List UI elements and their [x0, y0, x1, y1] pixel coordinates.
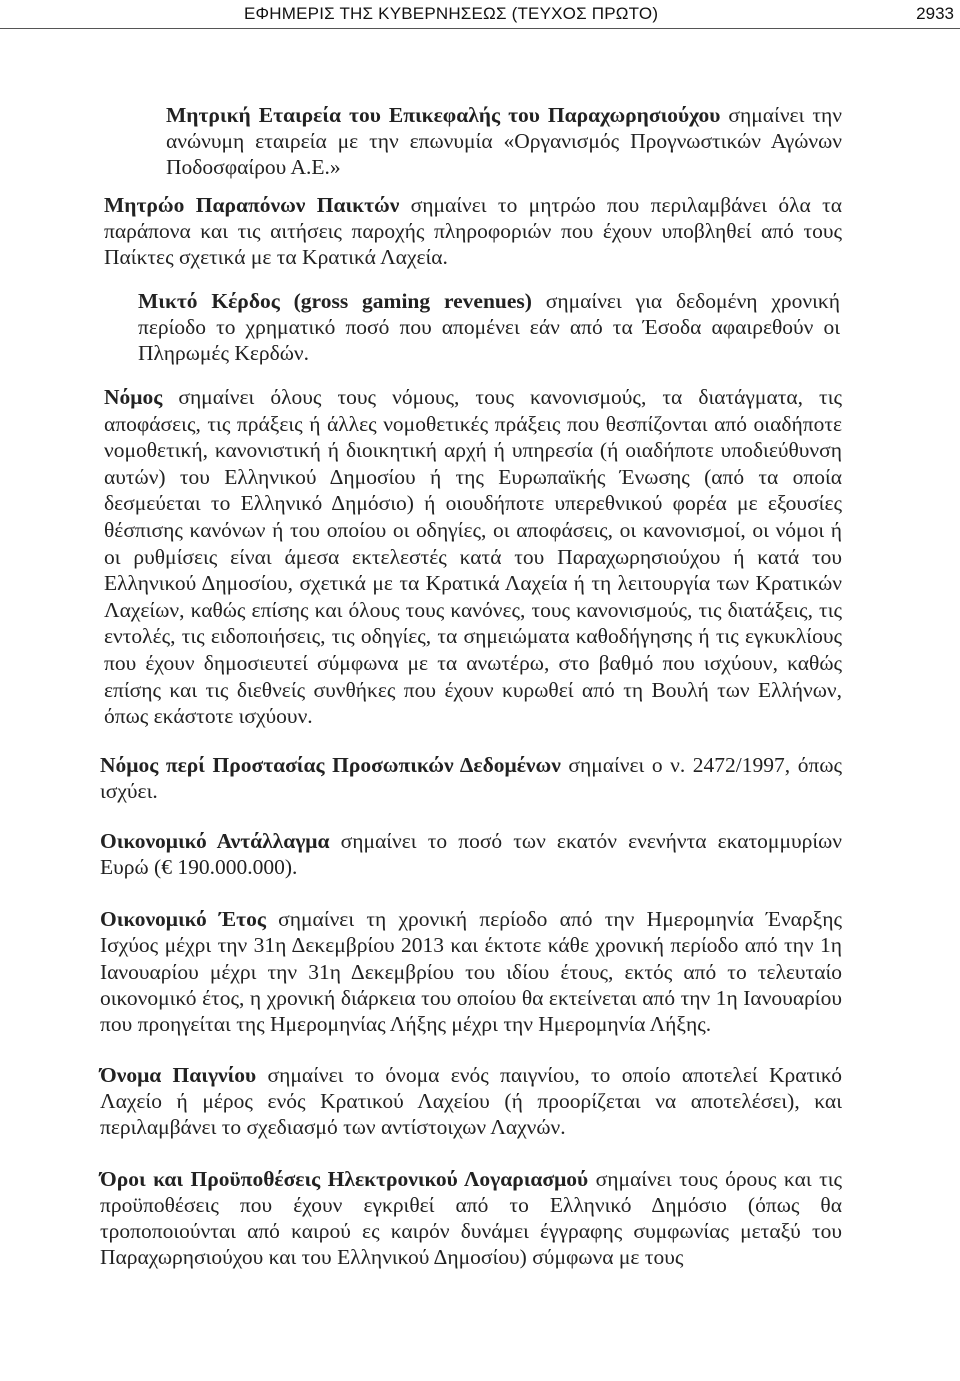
definition-text: σημαίνει το μητρώο που περιλαμβάνει όλα τα παράπονα και τις αιτήσεις παροχής πληροφοριών που έχουν υποβληθεί από τους Παίκτες σχετικά με τα Κρατικά Λαχεία. — [104, 193, 842, 269]
definition-term: Μητρική Εταιρεία του Επικεφαλής του Παραχωρησιούχου — [166, 103, 721, 127]
gazette-title: ΕΦΗΜΕΡΙΣ ΤΗΣ ΚΥΒΕΡΝΗΣΕΩΣ (ΤΕΥΧΟΣ ΠΡΩΤΟ) — [244, 4, 659, 23]
definition-text: σημαίνει τους όρους και τις προϋποθέσεις που έχουν εγκριθεί από το Ελληνικό Δημόσιο (όπως θα τροποποιούνται από καιρού ες καιρόν δυνάμει έγγραφης συμφωνίας μεταξύ του Παραχωρησιούχου και του Ελληνικού Δημοσίου) σύμφωνα με τους — [100, 1166, 843, 1269]
definition-paragraph — [104, 384, 842, 730]
definition-term: Μικτό Κέρδος (gross gaming revenues) — [138, 289, 532, 313]
definition-term: Όροι και Προϋποθέσεις Ηλεκτρονικού Λογαριασμού — [100, 1166, 589, 1191]
definition-paragraph — [138, 288, 840, 366]
definition-term: Μητρώο Παραπόνων Παικτών — [104, 193, 400, 217]
definition-text: σημαίνει τη χρονική περίοδο από την Ημερομηνία Έναρξης Ισχύος μέχρι την 31η Δεκεμβρίου 2013 και έκτοτε κάθε χρονική περίοδο από την 1η Ιανουαρίου μέχρι την 31η Δεκεμβρίου του ιδίου έτους, εκτός από το τελευταίο οικονομικό έτος, η χρονική διάρκεια του οποίου θα εκτείνεται από την 1η Ιανουαρίου που προηγείται της Ημερομηνίας Λήξης μέχρι την Ημερομηνία Λήξης. — [100, 906, 842, 1037]
page-number: 2933 — [916, 4, 954, 23]
definition-paragraph — [100, 1062, 842, 1140]
header-divider — [0, 28, 960, 29]
definition-term: Νόμος — [104, 385, 163, 409]
definition-text: σημαίνει την ανώνυμη εταιρεία με την επωνυμία «Οργανισμός Προγνωστικών Αγώνων Ποδοσφαίρου Α.Ε.» — [166, 103, 842, 179]
definition-paragraph — [100, 828, 842, 880]
definition-text: σημαίνει για δεδομένη χρονική περίοδο το χρηματικό ποσό που απομένει εάν από τα Έσοδα αφαιρεθούν οι Πληρωμές Κερδών. — [138, 289, 840, 365]
definition-term: Νόμος περί Προστασίας Προσωπικών Δεδομένων — [100, 752, 561, 777]
page-header — [0, 0, 960, 30]
definition-term: Οικονομικό Αντάλλαγμα — [100, 828, 330, 853]
definition-paragraph — [100, 906, 842, 1038]
definition-paragraph — [166, 102, 842, 180]
definition-paragraph — [104, 192, 842, 270]
definition-text: σημαίνει το όνομα ενός παιγνίου, το οποίο αποτελεί Κρατικό Λαχείο ή μέρος ενός Κρατικού Λαχείου (ή προορίζεται να αποτελέσει), και περιλαμβάνει το σχεδιασμό των αντίστοιχων Λαχνών. — [100, 1062, 842, 1139]
definition-paragraph — [100, 1166, 842, 1270]
definition-text: σημαίνει το ποσό των εκατόν ενενήντα εκατομμυρίων Ευρώ (€ 190.000.000). — [100, 828, 843, 879]
definition-term: Οικονομικό Έτος — [100, 906, 266, 931]
definition-paragraph — [100, 752, 842, 804]
definition-text: σημαίνει ο ν. 2472/1997, όπως ισχύει. — [100, 752, 842, 803]
definition-text: σημαίνει όλους τους νόμους, τους κανονισμούς, τα διατάγματα, τις αποφάσεις, τις πράξεις ή άλλες νομοθετικές πράξεις που θεσπίζονται από οιαδήποτε νομοθετική, κανονιστική ή διοικητική αρχή ή υπηρεσία (ή οιαδήποτε υποδιεύθυνση αυτών) του Ελληνικού Δημοσίου ή της Ευρωπαϊκής Ένωσης (από τα οποία δεσμεύεται το Ελληνικό Δημόσιο) ή οιουδήποτε υπερεθνικού φορέα με εξουσίες θέσπισης κανόνων ή του οποίου οι οδηγίες, οι αποφάσεις, οι κανονισμοί, οι νόμοι ή οι ρυθμίσεις είναι άμεσα εκτελεστές κατά του Παραχωρησιούχου ή κατά του Ελληνικού Δημοσίου, σχετικά με τα Κρατικά Λαχεία ή τη λειτουργία των Κρατικών Λαχείων, καθώς επίσης και όλους τους κανόνες, τους κανονισμούς, τις διατάξεις, τις εντολές, τις ειδοποιήσεις, τις οδηγίες, τα σημειώματα καθοδήγησης ή τις εγκυκλίους που έχουν δημοσιευτεί σύμφωνα με τα ανωτέρω, στο βαθμό που ισχύουν, καθώς επίσης και τις διεθνείς συνθήκες που έχουν κυρωθεί από τη Βουλή των Ελλήνων, όπως εκάστοτε ισχύουν. — [104, 385, 842, 729]
definition-term: Όνομα Παιγνίου — [100, 1062, 257, 1087]
definitions-body — [98, 102, 842, 1288]
